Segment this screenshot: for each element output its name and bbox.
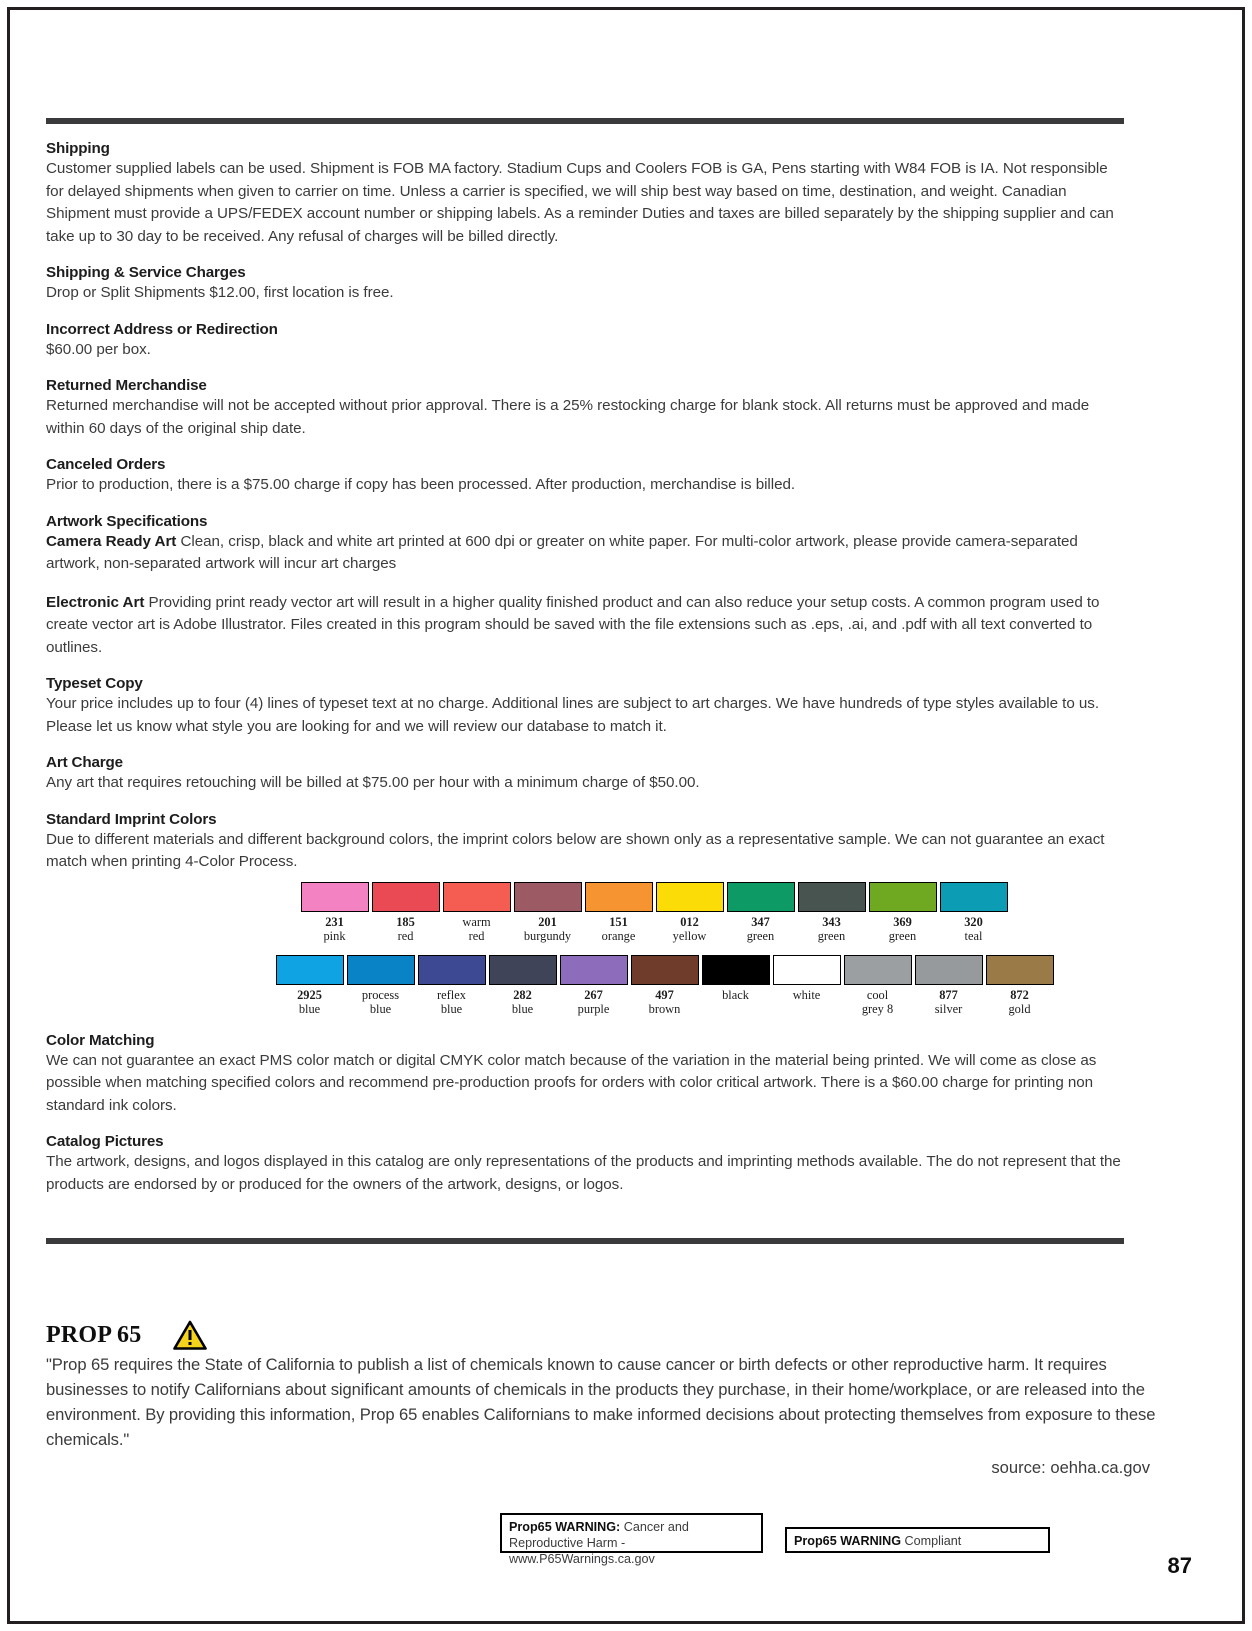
electronic-art-text: Providing print ready vector art will result in a higher quality finished product and can also reduce your setup costs. A common program used to create vector art is Adobe Illustrator. Files created in this program should be saved with the file extensions such as .eps, .ai, and .pdf with all text converted to outlines. <box>46 593 1100 656</box>
swatch-name: teal <box>964 928 983 943</box>
swatch-code: 369 <box>893 914 912 929</box>
swatch-chip <box>986 955 1054 985</box>
swatch-code: 343 <box>822 914 841 929</box>
imprint-color-swatch <box>583 882 654 943</box>
section-heading: Returned Merchandise <box>46 377 207 394</box>
section-body: We can not guarantee an exact PMS color match or digital CMYK color match because of the variation in the material being printed. We will come as close as possible when matching specified colors and recommend pre-production proofs for orders with color critical artwork. There is a $60.00 charge for printing non standard ink colors. <box>46 1051 1097 1114</box>
page-number: 87 <box>1167 1553 1192 1578</box>
swatch-code: 877 <box>939 987 958 1002</box>
swatch-label <box>722 988 749 1002</box>
swatch-label <box>889 915 917 943</box>
bottom-divider-rule <box>46 1238 1124 1244</box>
prop65-header <box>46 1320 1156 1350</box>
section-shipping <box>46 140 1124 248</box>
swatch-label <box>673 915 707 943</box>
imprint-color-swatch <box>512 882 583 943</box>
section-heading: Shipping <box>46 140 110 157</box>
imprint-color-swatch <box>629 955 700 1016</box>
imprint-color-swatch <box>725 882 796 943</box>
swatch-name: burgundy <box>523 928 572 943</box>
prop65-section <box>46 1320 1156 1478</box>
section-body: The artwork, designs, and logos displayed in this catalog are only representations of the products and imprinting methods available. The do not represent that the products are endorsed by or produced for the owners of the artwork, designs, or logos. <box>46 1153 1121 1193</box>
swatch-chip <box>940 882 1008 912</box>
prop65-warning-box-full-label: Prop65 WARNING: <box>509 1520 621 1534</box>
prop65-warning-box-compliant-text: Compliant <box>901 1534 962 1548</box>
section-heading: Color Matching <box>46 1031 155 1049</box>
swatch-code: black <box>722 987 749 1002</box>
swatch-code: 2925 <box>297 987 322 1002</box>
section-body: Drop or Split Shipments $12.00, first location is free. <box>46 284 394 301</box>
swatch-name: red <box>468 928 485 943</box>
swatch-chip <box>869 882 937 912</box>
swatch-name: gold <box>1008 1001 1031 1016</box>
imprint-color-swatch <box>771 955 842 1002</box>
swatch-label <box>578 988 610 1016</box>
swatch-label <box>818 915 846 943</box>
swatch-label <box>323 915 345 943</box>
section-typeset-copy <box>46 675 1124 738</box>
swatch-label <box>1008 988 1030 1016</box>
swatch-name: red <box>397 928 414 943</box>
imprint-color-swatch <box>345 955 416 1016</box>
swatch-code: white <box>792 987 821 1002</box>
imprint-color-swatch <box>441 882 512 943</box>
swatch-label <box>862 988 893 1016</box>
section-body: Due to different materials and different background colors, the imprint colors below are shown only as a representative sample. We can not guarantee an exact match when printing 4-Color Process. <box>46 830 1105 870</box>
swatch-label <box>437 988 466 1016</box>
section-body <box>46 592 1124 660</box>
section-body: Prior to production, there is a $75.00 charge if copy has been processed. After production, merchandise is billed. <box>46 476 796 493</box>
swatch-name: yellow <box>672 928 707 943</box>
swatch-label <box>747 915 775 943</box>
swatch-name: brown <box>648 1001 681 1016</box>
swatch-code: warm <box>462 914 491 929</box>
swatch-chip <box>347 955 415 985</box>
section-heading: Standard Imprint Colors <box>46 810 217 828</box>
swatch-chip <box>560 955 628 985</box>
imprint-color-swatch <box>842 955 913 1016</box>
swatch-chip <box>702 955 770 985</box>
swatch-code: 282 <box>513 987 532 1002</box>
section-heading: Typeset Copy <box>46 675 143 692</box>
camera-ready-art-label: Camera Ready Art <box>46 532 177 550</box>
swatch-chip <box>418 955 486 985</box>
swatch-chip <box>372 882 440 912</box>
section-body <box>46 531 1124 576</box>
section-electronic-art <box>46 592 1124 660</box>
swatch-name: blue <box>298 1001 321 1016</box>
imprint-color-swatch <box>796 882 867 943</box>
section-body: Your price includes up to four (4) lines of typeset text at no charge. Additional lines are subject to art charges. We have hundreds of type styles available to us. Please let us know what style you are looking for and we will review our database to match it. <box>46 695 1100 735</box>
prop65-title: PROP 65 <box>46 1321 142 1348</box>
swatch-code: 201 <box>538 914 557 929</box>
swatch-chip <box>631 955 699 985</box>
imprint-color-swatch <box>913 955 984 1016</box>
section-heading: Incorrect Address or Redirection <box>46 320 278 338</box>
swatch-label <box>793 988 821 1002</box>
section-shipping-service-charges <box>46 264 1124 305</box>
swatch-label <box>297 988 322 1016</box>
swatch-label <box>602 915 636 943</box>
imprint-color-row-2 <box>274 955 1124 1016</box>
swatch-chip <box>276 955 344 985</box>
swatch-label <box>649 988 681 1016</box>
swatch-name: blue <box>511 1001 534 1016</box>
prop65-warning-box-compliant-label: Prop65 WARNING <box>794 1534 902 1548</box>
swatch-code: 231 <box>325 914 344 929</box>
swatch-name: blue <box>440 1001 463 1016</box>
section-heading: Art Charge <box>46 754 123 771</box>
swatch-name: blue <box>369 1001 392 1016</box>
section-art-charge <box>46 754 1124 795</box>
swatch-label <box>964 915 983 943</box>
swatch-label <box>935 988 963 1016</box>
swatch-code: process <box>361 987 400 1002</box>
swatch-name: grey 8 <box>861 1001 894 1016</box>
swatch-chip <box>514 882 582 912</box>
swatch-name: green <box>888 928 917 943</box>
swatch-chip <box>443 882 511 912</box>
section-incorrect-address <box>46 321 1124 362</box>
swatch-label <box>362 988 399 1016</box>
imprint-color-swatch <box>938 882 1009 943</box>
section-returned-merchandise <box>46 377 1124 440</box>
swatch-name: green <box>817 928 846 943</box>
imprint-color-swatch <box>700 955 771 1002</box>
imprint-color-swatch <box>370 882 441 943</box>
swatch-name: purple <box>577 1001 610 1016</box>
section-standard-imprint-colors <box>46 811 1124 874</box>
imprint-color-swatch <box>654 882 725 943</box>
swatch-code: 497 <box>655 987 674 1002</box>
swatch-chip <box>656 882 724 912</box>
swatch-code: 320 <box>964 914 983 929</box>
swatch-code: 185 <box>396 914 415 929</box>
swatch-chip <box>727 882 795 912</box>
swatch-code: 347 <box>751 914 770 929</box>
swatch-label <box>524 915 571 943</box>
swatch-chip <box>915 955 983 985</box>
prop65-body: "Prop 65 requires the State of California to publish a list of chemicals known to cause cancer or birth defects or other reproductive harm. It requires businesses to notify Californians about significant amounts of chemicals in the products they purchase, in their home/workplace, or are released into the environment. By providing this information, Prop 65 enables Californians to make informed decisions about protecting themselves from exposure to these chemicals." <box>46 1355 1156 1449</box>
imprint-color-swatch <box>867 882 938 943</box>
swatch-label <box>462 915 490 943</box>
swatch-code: 267 <box>584 987 603 1002</box>
swatch-chip <box>798 882 866 912</box>
imprint-color-swatch <box>416 955 487 1016</box>
swatch-label <box>512 988 533 1016</box>
prop65-warning-box-compliant <box>785 1527 1050 1553</box>
prop65-source: source: oehha.ca.gov <box>991 1458 1150 1477</box>
top-divider-rule <box>46 118 1124 124</box>
imprint-color-swatch <box>984 955 1055 1016</box>
swatch-name: orange <box>601 928 636 943</box>
imprint-color-swatch <box>299 882 370 943</box>
swatch-code: cool <box>866 987 889 1002</box>
imprint-color-swatch <box>558 955 629 1016</box>
swatch-chip <box>844 955 912 985</box>
swatch-chip <box>301 882 369 912</box>
section-color-matching <box>46 1032 1124 1118</box>
page-content <box>46 118 1124 1244</box>
prop65-warning-box-full <box>500 1513 763 1566</box>
swatch-code: 012 <box>680 914 699 929</box>
section-heading: Shipping & Service Charges <box>46 264 246 281</box>
imprint-color-swatches <box>46 882 1124 1016</box>
swatch-name: pink <box>323 928 346 943</box>
swatch-chip <box>489 955 557 985</box>
imprint-color-swatch <box>274 955 345 1016</box>
imprint-color-swatch <box>487 955 558 1016</box>
imprint-color-row-1 <box>299 882 1124 943</box>
swatch-code: 151 <box>609 914 628 929</box>
prop65-warning-boxes <box>455 1513 1155 1566</box>
section-body: Customer supplied labels can be used. Shipment is FOB MA factory. Stadium Cups and Coolers FOB is GA, Pens starting with W84 FOB is IA. Not responsible for delayed shipments when given to carrier on time. Unless a carrier is specified, we will ship best way based on time, destination, and weight. Canadian Shipment must provide a UPS/FEDEX account number or shipping labels. As a reminder Duties and taxes are billed separately by the shipping supplier and can take up to 30 day to be received. Any refusal of charges will be billed directly. <box>46 160 1114 245</box>
section-body: Any art that requires retouching will be billed at $75.00 per hour with a minimum charge of $50.00. <box>46 774 700 791</box>
swatch-name: green <box>746 928 775 943</box>
section-catalog-pictures <box>46 1133 1124 1196</box>
section-heading: Artwork Specifications <box>46 512 208 530</box>
swatch-name: silver <box>934 1001 963 1016</box>
section-heading: Catalog Pictures <box>46 1133 164 1150</box>
prop65-warning-box-full-text: Cancer and Reproductive Harm - www.P65Warnings.ca.gov <box>509 1520 689 1566</box>
swatch-code: 872 <box>1010 987 1029 1002</box>
electronic-art-label: Electronic Art <box>46 593 145 611</box>
section-heading: Canceled Orders <box>46 456 166 473</box>
swatch-chip <box>773 955 841 985</box>
section-body: Returned merchandise will not be accepted without prior approval. There is a 25% restocking charge for blank stock. All returns must be approved and made within 60 days of the original ship date. <box>46 397 1090 437</box>
section-canceled-orders <box>46 456 1124 497</box>
warning-triangle-icon <box>173 1320 207 1350</box>
camera-ready-art-text: Clean, crisp, black and white art printed at 600 dpi or greater on white paper. For multi-color artwork, please provide camera-separated artwork, non-separated artwork will incur art charges <box>46 532 1078 572</box>
swatch-label <box>396 915 415 943</box>
section-body: $60.00 per box. <box>46 340 151 358</box>
swatch-code: reflex <box>437 987 466 1002</box>
swatch-chip <box>585 882 653 912</box>
section-artwork-specifications <box>46 513 1124 576</box>
